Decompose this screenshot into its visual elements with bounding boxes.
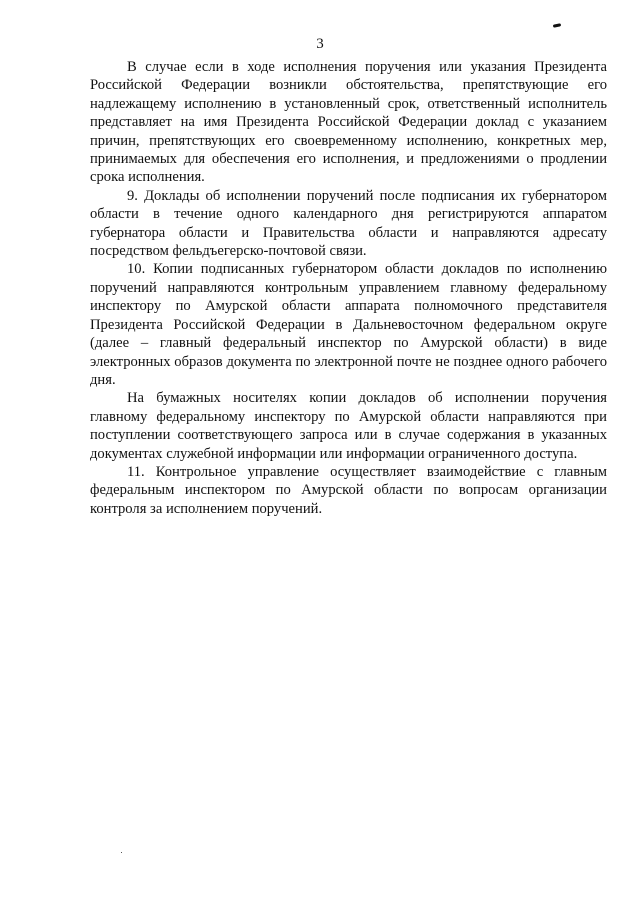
scan-artifact-dot [121, 852, 122, 853]
paragraph: 11. Контрольное управление осуществляет взаимодействие с главным федеральным инспектором по Амурской области по вопросам организации контроля за исполнением поручений. [90, 463, 607, 517]
paragraph: 10. Копии подписанных губернатором области докладов по исполнению поручений направляются контрольным управлением главному федеральному инспектору по Амурской области аппарата полномочного представителя Президента Российской Федерации в Дальневосточном федеральном округе (далее – главный федеральный инспектор по Амурской области) в виде электронных образов документа по электронной почте не позднее одного рабочего дня. [90, 261, 607, 388]
paragraph: 9. Доклады об исполнении поручений после подписания их губернатором области в течение одного календарного дня регистрируются аппаратом губернатора области и Правительства области и направляются адресату посредством фельдъегерско-почтовой связи. [90, 187, 607, 260]
paragraph: В случае если в ходе исполнения поручения или указания Президента Российской Федерации возникли обстоятельства, препятствующие его надлежащему исполнению в установленный срок, ответственный исполнитель представляет на имя Президента Российской Федерации доклад с указанием причин, препятствующих его своевременному исполнению, конкретных мер, принимаемых для обеспечения его исполнения, и предложениями о продлении срока исполнения. [90, 59, 607, 186]
document-body [90, 58, 607, 518]
scan-artifact-mark [553, 23, 561, 28]
page-number: 3 [316, 36, 324, 52]
paragraph: На бумажных носителях копии докладов об исполнении поручения главному федеральному инспектору по Амурской области направляются при поступлении соответствующего запроса или в случае содержания в указанных документах служебной информации или информации ограниченного доступа. [90, 390, 607, 462]
